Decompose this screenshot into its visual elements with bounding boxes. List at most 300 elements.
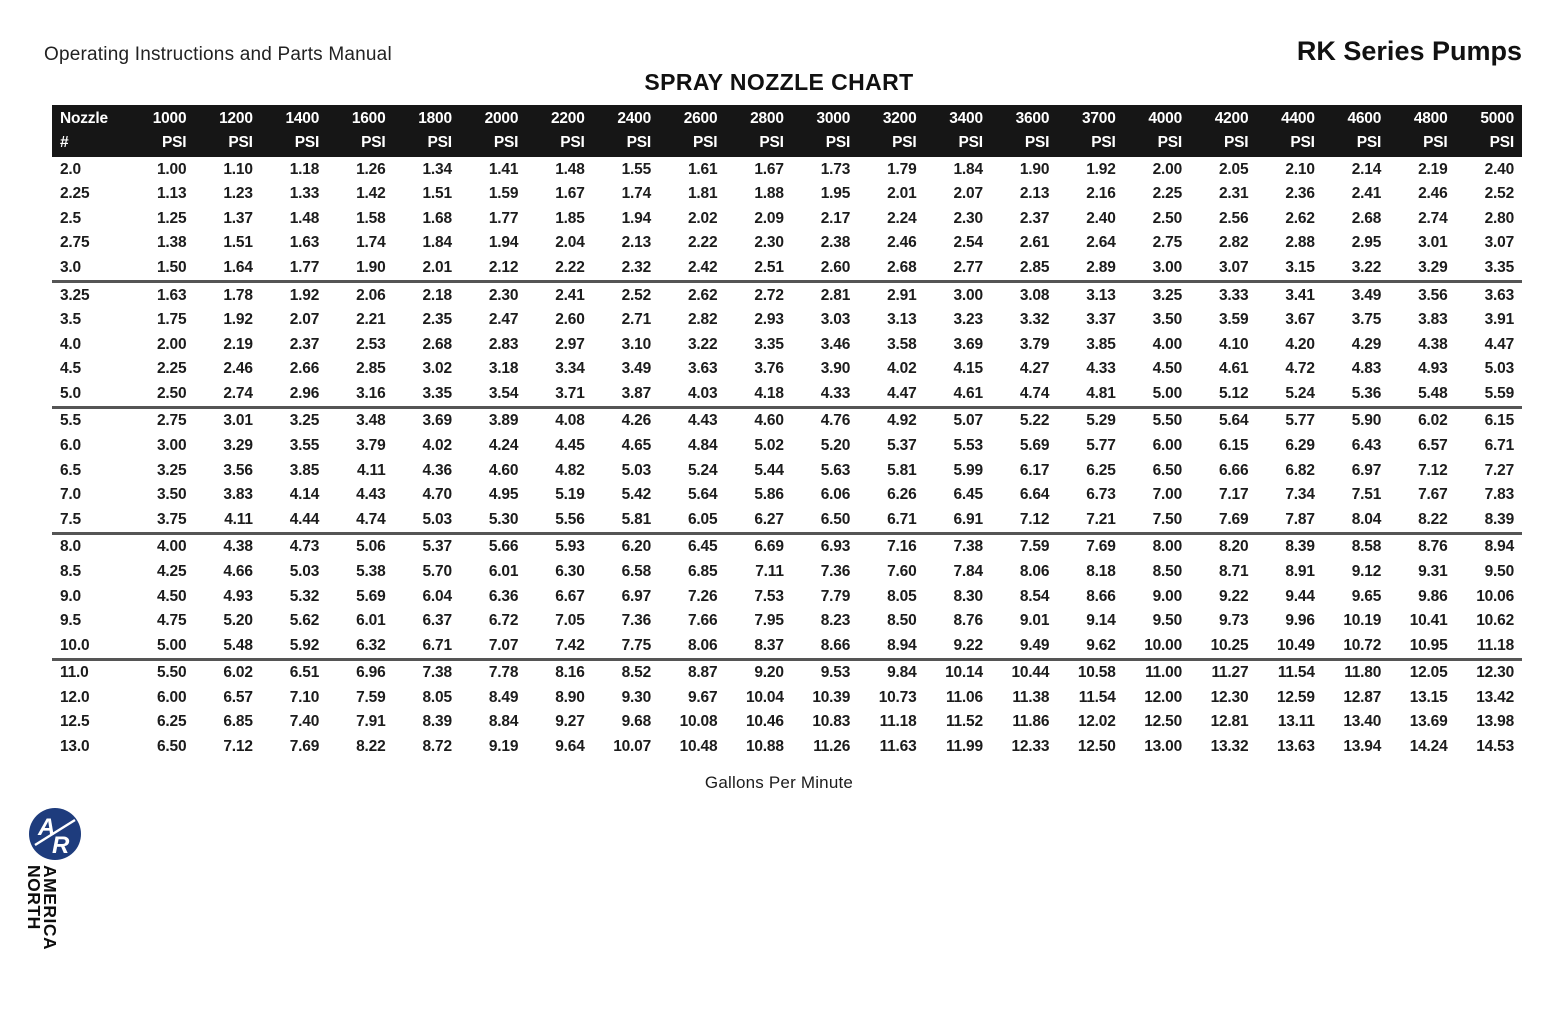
gpm-cell: 3.79 — [1019, 335, 1050, 353]
gpm-cell: 1.77 — [261, 256, 327, 282]
gpm-cell: 4.81 — [1057, 381, 1123, 407]
psi-unit-header: PSI — [659, 131, 725, 157]
gpm-cell: 4.25 — [157, 562, 187, 580]
gpm-cell: 8.37 — [725, 633, 791, 659]
gpm-cell: 9.50 — [1152, 612, 1182, 630]
gpm-cell: 1.90 — [327, 256, 393, 282]
gpm-cell: 3.67 — [1285, 311, 1315, 329]
gpm-cell: 5.86 — [754, 486, 784, 504]
gpm-cell: 2.37 — [1019, 209, 1050, 227]
gpm-cell: 8.18 — [1086, 562, 1116, 580]
gpm-cell: 3.22 — [688, 335, 718, 353]
table-row — [52, 560, 1522, 585]
nozzle-cell: 4.0 — [60, 335, 81, 353]
gpm-cell: 3.29 — [1389, 256, 1455, 282]
gpm-cell: 3.41 — [1285, 286, 1315, 304]
gpm-cell: 5.92 — [261, 633, 327, 659]
gpm-cell: 11.54 — [1078, 688, 1116, 706]
gpm-cell: 3.75 — [1351, 311, 1382, 329]
table-row — [52, 659, 1522, 685]
gpm-cell: 9.01 — [1019, 612, 1050, 630]
psi-value-header: 3600 — [991, 105, 1057, 131]
psi-unit-header: PSI — [925, 131, 991, 157]
gpm-cell: 3.87 — [593, 381, 659, 407]
gpm-cell: 3.35 — [394, 381, 460, 407]
nozzle-cell: 13.0 — [60, 737, 90, 755]
gpm-cell: 2.10 — [1285, 160, 1315, 178]
table-row — [52, 381, 1522, 407]
gpm-cell: 3.46 — [820, 335, 851, 353]
gpm-cell: 12.30 — [1210, 688, 1249, 706]
psi-value-header: 3200 — [858, 105, 924, 131]
gpm-cell: 4.75 — [157, 612, 187, 630]
gpm-cell: 10.49 — [1256, 633, 1322, 659]
gpm-cell: 2.12 — [460, 256, 526, 282]
gpm-cell: 2.22 — [526, 256, 592, 282]
gpm-cell: 6.66 — [1219, 461, 1249, 479]
nozzle-cell: 2.75 — [60, 234, 90, 252]
gpm-cell: 2.85 — [991, 256, 1057, 282]
gpm-cell: 7.75 — [593, 633, 659, 659]
gpm-cell: 1.78 — [223, 286, 253, 304]
nozzle-cell: 4.5 — [60, 360, 81, 378]
gpm-cell: 1.10 — [223, 160, 253, 178]
gpm-cell: 1.95 — [820, 185, 851, 203]
gpm-cell: 3.55 — [289, 437, 320, 455]
nozzle-cell: 6.5 — [60, 461, 81, 479]
gpm-cell: 2.72 — [754, 286, 784, 304]
gpm-cell: 6.04 — [422, 587, 452, 605]
psi-value-header: 4800 — [1389, 105, 1455, 131]
gpm-cell: 3.22 — [1323, 256, 1389, 282]
gpm-cell: 4.43 — [688, 412, 718, 430]
gpm-cell: 7.38 — [422, 664, 452, 682]
gpm-cell: 2.68 — [1351, 209, 1382, 227]
gpm-cell: 4.93 — [223, 587, 253, 605]
nozzle-cell: 10.0 — [52, 633, 128, 659]
gpm-cell: 6.50 — [792, 507, 858, 533]
gpm-cell: 2.00 — [1152, 160, 1182, 178]
gpm-cell: 5.02 — [754, 437, 784, 455]
gpm-cell: 2.25 — [157, 360, 187, 378]
gpm-cell: 6.82 — [1285, 461, 1315, 479]
gpm-cell: 8.94 — [1484, 538, 1514, 556]
gpm-cell: 2.50 — [1152, 209, 1182, 227]
gpm-cell: 12.02 — [1077, 713, 1116, 731]
gpm-cell: 2.30 — [488, 286, 519, 304]
gpm-cell: 6.71 — [394, 633, 460, 659]
gpm-cell: 1.67 — [555, 185, 585, 203]
gpm-cell: 9.22 — [925, 633, 991, 659]
gpm-cell: 11.18 — [1456, 633, 1523, 659]
gpm-cell: 8.58 — [1351, 538, 1382, 556]
gpm-cell: 2.07 — [289, 311, 320, 329]
logo-word-north: NORTH — [24, 865, 45, 930]
gpm-cell: 4.76 — [820, 412, 851, 430]
psi-unit-header: PSI — [593, 131, 659, 157]
gpm-cell: 5.20 — [223, 612, 253, 630]
gpm-cell: 4.03 — [659, 381, 725, 407]
gpm-cell: 2.74 — [194, 381, 260, 407]
gpm-cell: 1.55 — [621, 160, 651, 178]
gpm-cell: 2.64 — [1086, 234, 1116, 252]
gpm-cell: 4.70 — [422, 486, 452, 504]
gpm-cell: 2.83 — [488, 335, 519, 353]
gpm-cell: 1.84 — [422, 234, 452, 252]
gpm-cell: 9.67 — [688, 688, 718, 706]
psi-unit-header: PSI — [128, 131, 194, 157]
table-row — [52, 483, 1522, 508]
gpm-cell: 1.33 — [289, 185, 320, 203]
gpm-cell: 12.59 — [1276, 688, 1315, 706]
nozzle-chart-table-wrap — [0, 96, 1558, 759]
svg-text:R: R — [52, 832, 70, 860]
gpm-cell: 2.74 — [1418, 209, 1448, 227]
spray-nozzle-table — [52, 105, 1522, 759]
gpm-cell: 2.24 — [887, 209, 917, 227]
gpm-cell: 3.59 — [1219, 311, 1249, 329]
gpm-cell: 2.17 — [820, 209, 851, 227]
gpm-cell: 8.16 — [555, 664, 585, 682]
gpm-cell: 7.12 — [1418, 461, 1448, 479]
gpm-cell: 6.05 — [659, 507, 725, 533]
nozzle-cell: 3.0 — [52, 256, 128, 282]
nozzle-cell: 12.0 — [60, 688, 90, 706]
gpm-cell: 2.46 — [223, 360, 253, 378]
gpm-cell: 6.26 — [887, 486, 917, 504]
gpm-cell: 2.00 — [157, 335, 187, 353]
nozzle-cell: 9.0 — [60, 587, 81, 605]
gpm-cell: 9.14 — [1086, 612, 1116, 630]
gpm-cell: 7.21 — [1057, 507, 1123, 533]
gpm-cell: 13.11 — [1277, 713, 1315, 731]
gpm-cell: 2.97 — [555, 335, 585, 353]
psi-unit-header: PSI — [1389, 131, 1455, 157]
table-row — [52, 157, 1522, 182]
gpm-cell: 6.20 — [621, 538, 651, 556]
gpm-cell: 3.85 — [1086, 335, 1116, 353]
gpm-cell: 8.72 — [422, 737, 452, 755]
gpm-cell: 9.22 — [1219, 587, 1249, 605]
gpm-cell: 1.94 — [488, 234, 519, 252]
gpm-cell: 1.25 — [157, 209, 187, 227]
nozzle-cell: 7.0 — [60, 486, 81, 504]
gpm-cell: 5.48 — [194, 633, 260, 659]
gpm-cell: 10.39 — [812, 688, 851, 706]
gpm-cell: 5.03 — [394, 507, 460, 533]
gpm-cell: 9.00 — [1152, 587, 1182, 605]
gpm-cell: 1.79 — [887, 160, 917, 178]
gpm-cell: 9.20 — [754, 664, 784, 682]
gpm-cell: 4.83 — [1351, 360, 1382, 378]
gpm-cell: 2.06 — [356, 286, 386, 304]
gpm-cell: 5.53 — [953, 437, 983, 455]
gpm-cell: 2.38 — [820, 234, 851, 252]
gpm-cell: 3.56 — [223, 461, 253, 479]
gpm-cell: 6.50 — [1152, 461, 1182, 479]
gpm-cell: 3.08 — [1019, 286, 1050, 304]
gpm-cell: 1.37 — [223, 209, 253, 227]
psi-unit-header: PSI — [394, 131, 460, 157]
gpm-cell: 3.71 — [526, 381, 592, 407]
gpm-cell: 1.94 — [621, 209, 651, 227]
gpm-cell: 2.30 — [754, 234, 784, 252]
gpm-cell: 4.33 — [1086, 360, 1116, 378]
gpm-cell: 6.85 — [688, 562, 718, 580]
gpm-cell: 3.25 — [289, 412, 320, 430]
table-row — [52, 458, 1522, 483]
gpm-cell: 5.07 — [953, 412, 983, 430]
table-row — [52, 332, 1522, 357]
gpm-cell: 6.43 — [1351, 437, 1382, 455]
gpm-cell: 8.06 — [1019, 562, 1050, 580]
gpm-cell: 2.51 — [725, 256, 791, 282]
gpm-cell: 5.44 — [754, 461, 784, 479]
gpm-cell: 5.37 — [887, 437, 917, 455]
gpm-cell: 10.07 — [613, 737, 651, 755]
gpm-cell: 1.59 — [488, 185, 519, 203]
gpm-cell: 5.20 — [820, 437, 851, 455]
gpm-cell: 14.53 — [1476, 737, 1514, 755]
gpm-cell: 7.50 — [1124, 507, 1190, 533]
nozzle-cell: 2.25 — [60, 185, 90, 203]
nozzle-cell: 2.5 — [60, 209, 81, 227]
gpm-cell: 4.84 — [688, 437, 718, 455]
gpm-cell: 5.77 — [1086, 437, 1116, 455]
gpm-cell: 7.69 — [1190, 507, 1256, 533]
table-row — [52, 231, 1522, 256]
gpm-cell: 3.01 — [223, 412, 253, 430]
gpm-cell: 8.90 — [555, 688, 585, 706]
gpm-cell: 2.80 — [1484, 209, 1514, 227]
gpm-cell: 5.19 — [555, 486, 585, 504]
gpm-cell: 10.48 — [679, 737, 718, 755]
gpm-cell: 13.32 — [1210, 737, 1249, 755]
psi-value-header: 2600 — [659, 105, 725, 131]
gpm-cell: 9.49 — [991, 633, 1057, 659]
gpm-cell: 3.10 — [621, 335, 651, 353]
gpm-cell: 7.34 — [1285, 486, 1315, 504]
gpm-cell: 7.69 — [289, 737, 320, 755]
gpm-cell: 4.36 — [422, 461, 452, 479]
gpm-cell: 2.32 — [593, 256, 659, 282]
gpm-cell: 3.13 — [1086, 286, 1116, 304]
psi-unit-header: PSI — [526, 131, 592, 157]
gpm-cell: 6.97 — [621, 587, 651, 605]
gpm-cell: 3.23 — [953, 311, 983, 329]
gpm-cell: 4.02 — [887, 360, 917, 378]
gpm-cell: 5.63 — [820, 461, 851, 479]
gpm-cell: 4.11 — [194, 507, 260, 533]
gpm-cell: 3.32 — [1019, 311, 1050, 329]
gpm-cell: 2.82 — [688, 311, 718, 329]
gpm-cell: 12.87 — [1343, 688, 1382, 706]
gpm-cell: 3.54 — [460, 381, 526, 407]
nozzle-cell: 5.0 — [52, 381, 128, 407]
psi-value-header: 4000 — [1124, 105, 1190, 131]
gpm-cell: 5.30 — [460, 507, 526, 533]
nozzle-cell: 6.0 — [60, 437, 81, 455]
gpm-cell: 1.34 — [422, 160, 452, 178]
gpm-cell: 2.05 — [1219, 160, 1249, 178]
gpm-cell: 6.15 — [1484, 412, 1514, 430]
gpm-cell: 7.84 — [953, 562, 983, 580]
gpm-cell: 2.41 — [1351, 185, 1382, 203]
gpm-cell: 1.75 — [157, 311, 187, 329]
gpm-cell: 2.09 — [754, 209, 784, 227]
gpm-cell: 4.00 — [157, 538, 187, 556]
gpm-cell: 3.90 — [820, 360, 851, 378]
gpm-cell: 2.36 — [1285, 185, 1315, 203]
gpm-cell: 7.00 — [1152, 486, 1182, 504]
gpm-cell: 4.61 — [925, 381, 991, 407]
gpm-cell: 5.32 — [289, 587, 320, 605]
logo-word-america: AMERICA — [40, 865, 61, 951]
gpm-cell: 3.63 — [1484, 286, 1514, 304]
psi-unit-header: PSI — [460, 131, 526, 157]
gpm-cell: 9.64 — [555, 737, 585, 755]
gpm-cell: 6.06 — [820, 486, 851, 504]
gpm-cell: 3.58 — [887, 335, 917, 353]
gpm-cell: 4.15 — [953, 360, 983, 378]
gpm-cell: 1.67 — [754, 160, 784, 178]
gpm-cell: 5.03 — [621, 461, 651, 479]
gpm-cell: 3.37 — [1086, 311, 1116, 329]
gpm-cell: 8.66 — [1086, 587, 1116, 605]
gpm-cell: 8.49 — [488, 688, 519, 706]
gpm-cell: 5.64 — [688, 486, 718, 504]
gpm-cell: 3.25 — [157, 461, 187, 479]
gpm-cell: 2.50 — [128, 381, 194, 407]
psi-value-header: 2800 — [725, 105, 791, 131]
gpm-cell: 1.85 — [555, 209, 585, 227]
gpm-cell: 11.99 — [945, 737, 983, 755]
gpm-cell: 6.17 — [1019, 461, 1050, 479]
manual-title: Operating Instructions and Parts Manual — [44, 44, 392, 65]
table-row — [52, 256, 1522, 282]
psi-unit-header: PSI — [1057, 131, 1123, 157]
gpm-cell: 2.37 — [289, 335, 320, 353]
gpm-cell: 7.27 — [1484, 461, 1514, 479]
gpm-cell: 5.24 — [1256, 381, 1322, 407]
gpm-cell: 3.50 — [157, 486, 187, 504]
gpm-cell: 2.42 — [659, 256, 725, 282]
gpm-cell: 7.11 — [755, 562, 784, 580]
psi-value-header: 4400 — [1256, 105, 1322, 131]
gpm-cell: 4.38 — [1418, 335, 1448, 353]
psi-unit-header: PSI — [1124, 131, 1190, 157]
gpm-cell: 2.40 — [1086, 209, 1116, 227]
gpm-cell: 4.18 — [725, 381, 791, 407]
gpm-cell: 2.85 — [356, 360, 386, 378]
gpm-cell: 1.63 — [157, 286, 187, 304]
gpm-cell: 8.05 — [422, 688, 452, 706]
gpm-cell: 3.48 — [356, 412, 386, 430]
gpm-cell: 6.36 — [488, 587, 519, 605]
gpm-cell: 5.69 — [356, 587, 386, 605]
gpm-cell: 6.71 — [1484, 437, 1514, 455]
gpm-cell: 6.02 — [223, 664, 253, 682]
gpm-cell: 2.60 — [555, 311, 585, 329]
gpm-cell: 2.19 — [1418, 160, 1448, 178]
gpm-cell: 2.77 — [925, 256, 991, 282]
gpm-cell: 11.26 — [813, 737, 851, 755]
nozzle-cell: 11.0 — [60, 664, 89, 682]
gpm-cell: 5.29 — [1086, 412, 1116, 430]
gpm-cell: 6.01 — [488, 562, 519, 580]
gpm-cell: 12.50 — [1144, 713, 1182, 731]
gpm-cell: 3.16 — [327, 381, 393, 407]
gpm-cell: 2.19 — [223, 335, 253, 353]
gpm-cell: 2.01 — [394, 256, 460, 282]
gpm-cell: 8.39 — [422, 713, 452, 731]
gpm-cell: 7.87 — [1256, 507, 1322, 533]
gpm-cell: 4.24 — [488, 437, 519, 455]
nozzle-cell: 8.0 — [60, 538, 81, 556]
gpm-cell: 2.04 — [555, 234, 585, 252]
gpm-cell: 5.90 — [1351, 412, 1382, 430]
gpm-cell: 4.38 — [223, 538, 253, 556]
gpm-cell: 5.03 — [289, 562, 320, 580]
gpm-cell: 10.08 — [679, 713, 718, 731]
gpm-cell: 2.22 — [688, 234, 718, 252]
gpm-cell: 5.81 — [593, 507, 659, 533]
gpm-cell: 12.05 — [1409, 664, 1448, 682]
gpm-cell: 7.12 — [223, 737, 253, 755]
gpm-cell: 1.42 — [356, 185, 386, 203]
table-row — [52, 735, 1522, 760]
gpm-cell: 5.81 — [887, 461, 917, 479]
gpm-cell: 4.44 — [261, 507, 327, 533]
gpm-cell: 7.91 — [356, 713, 386, 731]
gpm-cell: 12.30 — [1476, 664, 1514, 682]
gpm-cell: 10.04 — [745, 688, 784, 706]
psi-unit-header: PSI — [725, 131, 791, 157]
gpm-cell: 2.01 — [887, 185, 917, 203]
gpm-cell: 2.91 — [887, 286, 917, 304]
table-row — [52, 710, 1522, 735]
psi-value-header: 1200 — [194, 105, 260, 131]
gpm-cell: 2.18 — [422, 286, 452, 304]
gpm-cell: 7.51 — [1351, 486, 1382, 504]
gpm-cell: 4.33 — [792, 381, 858, 407]
gpm-cell: 1.64 — [194, 256, 260, 282]
gpm-cell: 12.00 — [1144, 688, 1182, 706]
psi-unit-header: PSI — [1323, 131, 1389, 157]
gpm-cell: 3.03 — [820, 311, 851, 329]
gpm-cell: 2.02 — [688, 209, 718, 227]
gpm-cell: 4.92 — [887, 412, 917, 430]
gpm-cell: 8.76 — [1418, 538, 1448, 556]
gpm-cell: 11.52 — [945, 713, 983, 731]
gpm-cell: 1.73 — [820, 160, 851, 178]
gpm-cell: 10.19 — [1343, 612, 1382, 630]
gpm-cell: 5.36 — [1323, 381, 1389, 407]
gpm-cell: 6.27 — [725, 507, 791, 533]
gpm-cell: 6.96 — [356, 664, 386, 682]
gpm-cell: 8.54 — [1019, 587, 1050, 605]
gpm-cell: 6.67 — [555, 587, 585, 605]
gpm-cell: 13.00 — [1144, 737, 1182, 755]
gpm-cell: 8.22 — [356, 737, 386, 755]
gpm-cell: 4.82 — [555, 461, 585, 479]
gpm-cell: 3.91 — [1484, 311, 1514, 329]
gpm-cell: 7.07 — [460, 633, 526, 659]
gpm-cell: 13.98 — [1476, 713, 1514, 731]
gpm-cell: 1.51 — [223, 234, 253, 252]
gpm-cell: 2.21 — [356, 311, 386, 329]
gpm-cell: 2.07 — [953, 185, 983, 203]
